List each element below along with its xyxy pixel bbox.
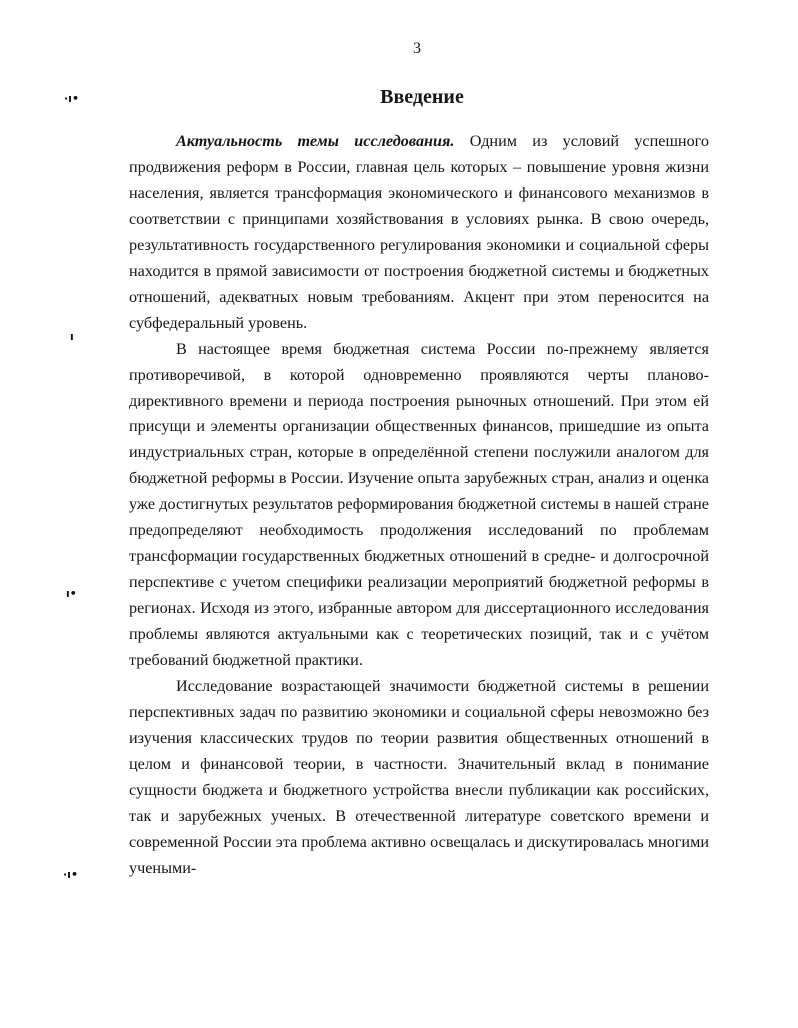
body-text <box>129 129 709 882</box>
margin-mark: ·ı• <box>63 868 78 881</box>
margin-mark: ı• <box>66 587 77 600</box>
paragraph-text: Одним из условий успешного продвижения реформ в России, главная цель которых – повышение уровня жизни населения, является трансформация экономического и финансового механизмов в соответствии с принципами хозяйствования в условиях рынка. В свою очередь, результативность государственного регулирования экономики и социальной сферы находится в прямой зависимости от построения бюджетной системы и бюджетных отношений, адекватных новым требованиям. Акцент при этом переносится на субфедеральный уровень. <box>129 132 709 332</box>
paragraph <box>129 674 709 882</box>
paragraph-text: В настоящее время бюджетная система России по-прежнему является противоречивой, в которой одновременно проявляются черты планово-директивного времени и периода построения рыночных отношений. При этом ей присущи и элементы организации общественных финансов, пришедшие из опыта индустриальных стран, которые в определённой степени послужили аналогом для бюджетной реформы в России. Изучение опыта зарубежных стран, анализ и оценка уже достигнутых результатов реформирования бюджетной системы в нашей стране предопределяют необходимость продолжения исследований по проблемам трансформации государственных бюджетных отношений в средне- и долгосрочной перспективе с учетом специфики реализации мероприятий бюджетной реформы в регионах. Исходя из этого, избранные автором для диссертационного исследования проблемы являются актуальными как с теоретических позиций, так и с учётом требований бюджетной практики. <box>129 339 709 670</box>
page-title: Введение <box>380 86 464 108</box>
page-number: 3 <box>413 40 421 57</box>
margin-mark: ı <box>70 330 74 343</box>
paragraph <box>129 129 709 337</box>
margin-mark: ·ı• <box>64 92 79 105</box>
paragraph-lead-in: Актуальность темы исследования. <box>176 132 455 150</box>
paragraph-text: Исследование возрастающей значимости бюджетной системы в решении перспективных задач по развитию экономики и социальной сферы невозможно без изучения классических трудов по теории развития общественных отношений в целом и финансовой теории, в частности. Значительный вклад в понимание сущности бюджета и бюджетного устройства внесли публикации как российских, так и зарубежных ученых. В отечественной литературе советского времени и современной России эта проблема активно освещалась и дискутировалась многими учеными- <box>129 677 709 877</box>
paragraph <box>129 337 709 674</box>
